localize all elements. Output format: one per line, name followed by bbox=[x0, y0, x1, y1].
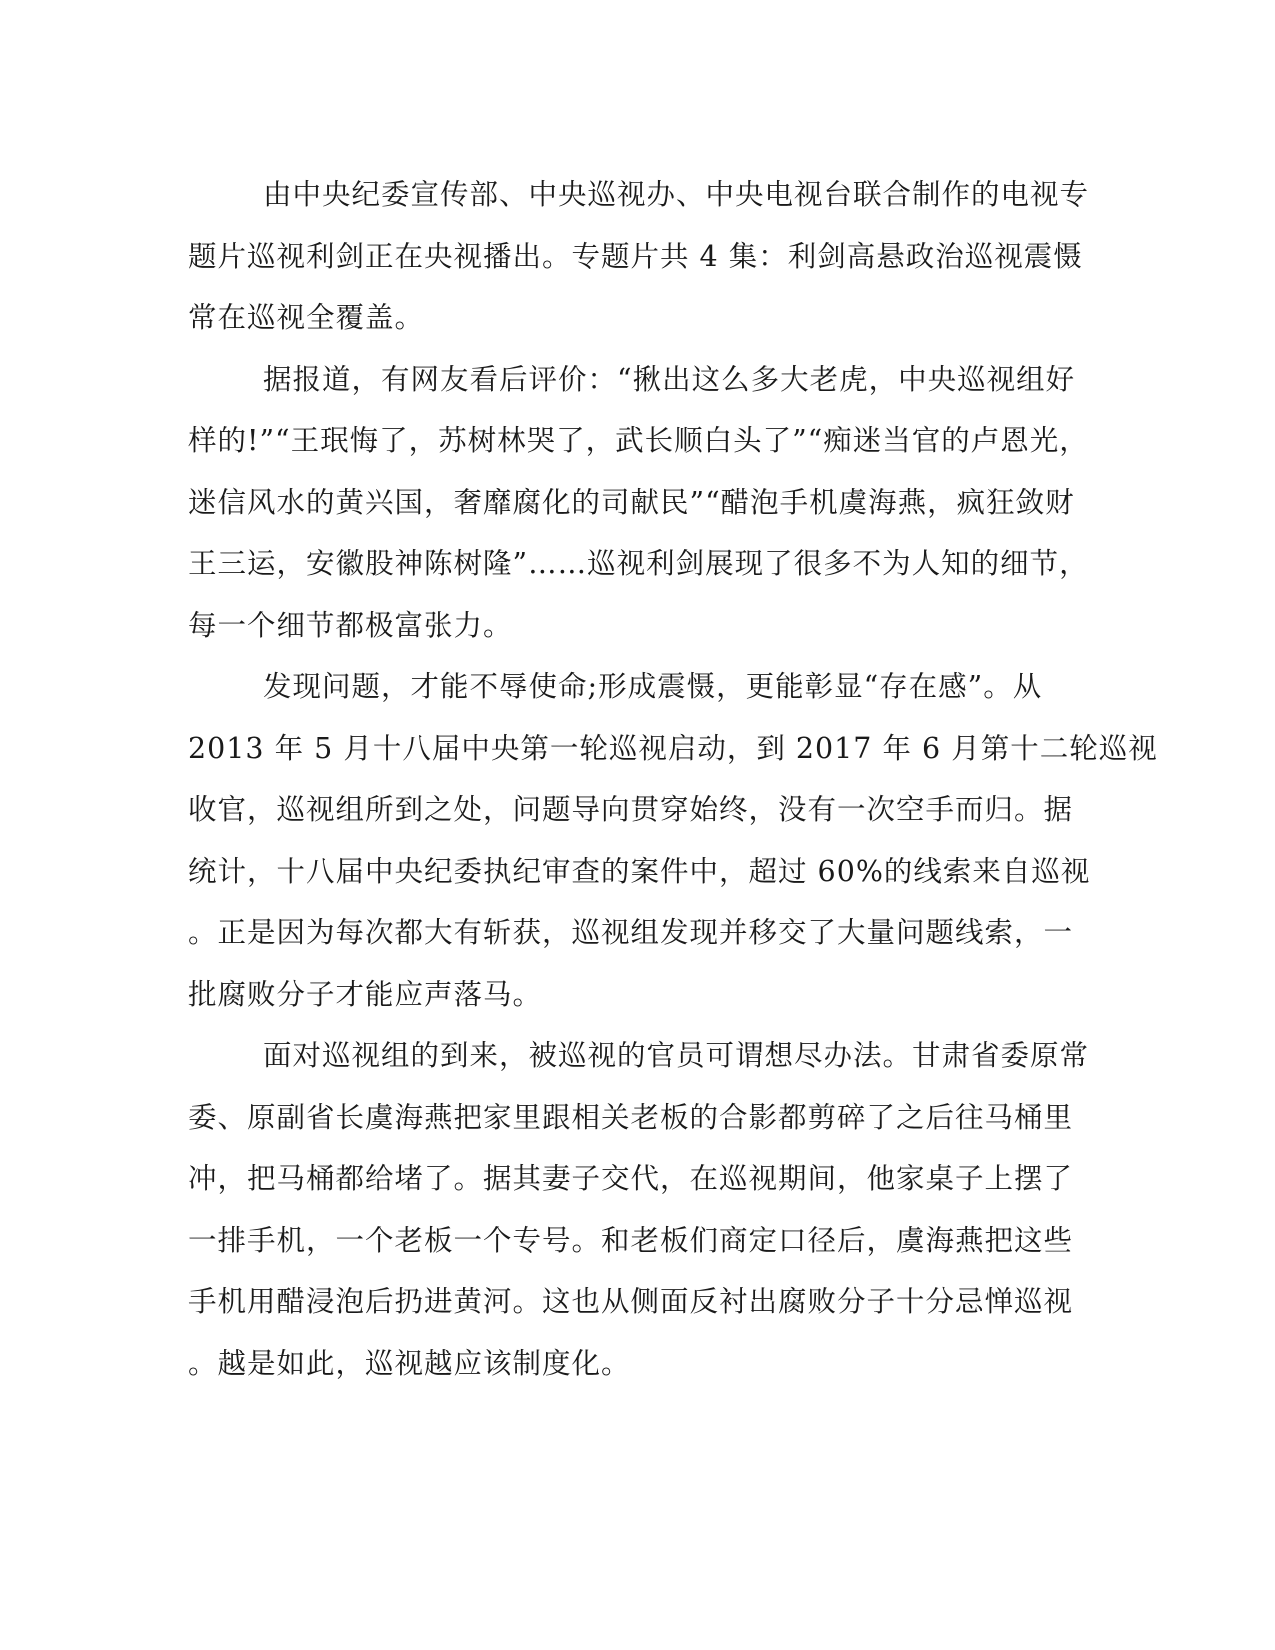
text-line: 每一个细节都极富张力。 bbox=[188, 608, 513, 642]
text-line: 面对巡视组的到来，被巡视的官员可谓想尽办法。甘肃省委原常 bbox=[263, 1039, 1090, 1072]
text-line: 常在巡视全覆盖。 bbox=[188, 301, 425, 334]
paragraph-3 bbox=[188, 656, 1158, 1025]
text-line: 统计，十八届中央纪委执纪审查的案件中，超过 60%的线索来自巡视 bbox=[188, 854, 1091, 888]
text-line: 收官，巡视组所到之处，问题导向贯穿始终，没有一次空手而归。据 bbox=[188, 793, 1074, 826]
text-line: 题片巡视利剑正在央视播出。专题片共 4 集：利剑高悬政治巡视震慑 bbox=[188, 239, 1083, 273]
text-line: 据报道，有网友看后评价：“揪出这么多大老虎，中央巡视组好 bbox=[263, 362, 1076, 396]
text-line: 。正是因为每次都大有斩获，巡视组发现并移交了大量问题线索，一 bbox=[188, 916, 1074, 949]
text-line: 由中央纪委宣传部、中央巡视办、中央电视台联合制作的电视专 bbox=[263, 178, 1090, 211]
text-line: 王三运，安徽股神陈树隆”……巡视利剑展现了很多不为人知的细节， bbox=[188, 547, 1089, 580]
text-line: 2013 年 5 月十八届中央第一轮巡视启动，到 2017 年 6 月第十二轮巡视 bbox=[188, 731, 1158, 765]
paragraph-1 bbox=[188, 164, 1090, 349]
text-line: 迷信风水的黄兴国，奢靡腐化的司献民”“醋泡手机虞海燕，疯狂敛财 bbox=[188, 485, 1075, 519]
paragraph-2 bbox=[188, 349, 1089, 657]
text-line: 一排手机，一个老板一个专号。和老板们商定口径后，虞海燕把这些 bbox=[188, 1223, 1074, 1257]
text-line: 。越是如此，巡视越应该制度化。 bbox=[188, 1346, 631, 1380]
text-line: 委、原副省长虞海燕把家里跟相关老板的合影都剪碎了之后往马桶里 bbox=[188, 1100, 1074, 1134]
text-line: 冲，把马桶都给堵了。据其妻子交代，在巡视期间，他家桌子上摆了 bbox=[188, 1162, 1074, 1195]
paragraph-4 bbox=[188, 1025, 1090, 1394]
text-line: 手机用醋浸泡后扔进黄河。这也从侧面反衬出腐败分子十分忌惮巡视 bbox=[188, 1285, 1074, 1318]
text-line: 样的!”“王珉悔了，苏树林哭了，武长顺白头了”“痴迷当官的卢恩光， bbox=[188, 424, 1089, 457]
text-line: 发现问题，才能不辱使命;形成震慑，更能彰显“存在感”。从 bbox=[263, 670, 1043, 703]
article-body bbox=[188, 164, 1158, 1394]
text-line: 批腐败分子才能应声落马。 bbox=[188, 977, 543, 1011]
